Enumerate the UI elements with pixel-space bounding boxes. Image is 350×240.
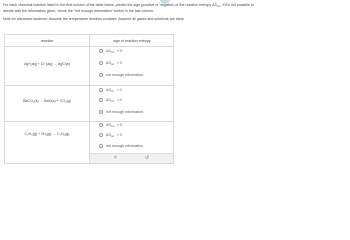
row-divider: [5, 85, 173, 86]
radio-button[interactable]: [99, 98, 103, 102]
undo-button[interactable]: ↺: [144, 155, 150, 161]
header-divider: [5, 46, 173, 47]
radio-button[interactable]: [99, 49, 103, 53]
row-divider: [5, 121, 173, 122]
radio-button[interactable]: [99, 110, 103, 114]
row-1-option-positive[interactable]: $\Delta S_{rxn}$ > 0: [99, 60, 122, 66]
instructions-line-2: decide with the information given, check the "not enough information" button in the last column.: [3, 9, 154, 14]
reaction-3: C₂H₄(g) + 2H₂(g) → C₂H₆(g): [24, 132, 70, 136]
advanced-note: Note for advanced students: Assume the temperature remains constant. Assume all gases and solutions are ideal.: [3, 16, 185, 21]
radio-button[interactable]: [99, 61, 103, 65]
column-divider: [89, 35, 90, 163]
reaction-2: BaCO₃(s) → BaO(s) + CO₂(g): [23, 99, 71, 103]
clear-button[interactable]: ×: [113, 155, 117, 161]
sign-column-header: sign of reaction entropy: [113, 38, 151, 43]
reaction-1: Ag⁺(aq) + Cl⁻(aq) → AgCl(s): [24, 62, 70, 66]
radio-button[interactable]: [99, 73, 103, 77]
row-3-option-positive[interactable]: $\Delta S_{rxn}$ > 0: [99, 132, 122, 138]
instructions-line-1: For each chemical reaction listed in the first column of the table below, predict the sign (positive or negative) of the reaction entropy $\Delta S_{rxn}$. If it's not possible to: [3, 3, 255, 8]
row-2-option-positive[interactable]: $\Delta S_{rxn}$ > 0: [99, 97, 122, 103]
row-2-option-not-enough[interactable]: not enough information.: [99, 109, 144, 115]
radio-button[interactable]: [99, 133, 103, 137]
row-3-option-negative[interactable]: $\Delta S_{rxn}$ < 0: [99, 122, 122, 128]
row-1-option-negative[interactable]: $\Delta S_{rxn}$ < 0: [99, 48, 122, 54]
entropy-table: [4, 34, 174, 164]
row-1-option-not-enough[interactable]: not enough information.: [99, 72, 144, 78]
row-3-option-not-enough[interactable]: not enough information.: [99, 143, 144, 149]
radio-button[interactable]: [99, 88, 103, 92]
instructions: [3, 3, 347, 22]
radio-button[interactable]: [99, 123, 103, 127]
row-2-option-negative[interactable]: $\Delta S_{rxn}$ < 0: [99, 87, 122, 93]
answer-toolbar: [90, 153, 173, 163]
radio-button[interactable]: [99, 144, 103, 148]
reaction-column-header: reaction: [40, 38, 54, 43]
